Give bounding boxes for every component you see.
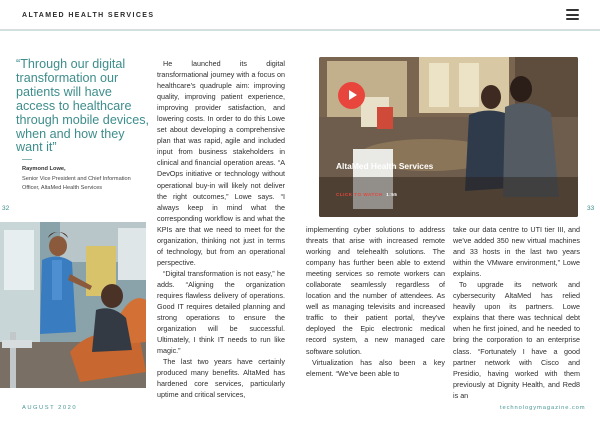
quote-author-title: Senior Vice President and Chief Information Officer, AltaMed Health Services [22, 176, 131, 191]
page-number-right: 33 [587, 205, 595, 212]
header-divider [0, 30, 600, 31]
paragraph: take our data centre to UTI tier III, and we’ve added 350 new virtual machines and 33 hosts in the last two years within the VMware environment,” Lowe explains. [453, 225, 580, 279]
video-title: AltaMed Health Services [336, 161, 434, 171]
quote-divider [22, 159, 32, 160]
footer-website[interactable]: technologymagazine.com [500, 405, 586, 411]
video-meta [336, 192, 397, 197]
article-column-3 [453, 224, 580, 401]
brand-title: ALTAMED HEALTH SERVICES [22, 12, 155, 19]
paragraph: implementing cyber solutions to address threats that arise with increased remote working and telehealth solutions. The company has further been able to extend meeting services so remote workers can collaborate seamlessly regardless of location and the number of attendees. As well as managing televisits and increased traffic to their patient portal, they’ve deployed the Epic electronic medical record system, a new managed care software solution. [306, 225, 445, 356]
footer-date: AUGUST 2020 [22, 405, 78, 411]
watch-link[interactable]: CLICK TO WATCH [336, 192, 383, 197]
top-bar [0, 0, 600, 30]
paragraph: Virtualization has also been a key element. “We’ve been able to [306, 357, 445, 378]
article-column-2 [306, 224, 445, 379]
dental-clinic-photo [0, 222, 146, 388]
video-duration: 1:55 [386, 192, 398, 197]
quote-author-name: Raymond Lowe, [22, 166, 66, 172]
article-column-1 [157, 58, 285, 400]
paragraph: To upgrade its network and cybersecurity AltaMed has relied heavily upon its partners. Lowe explains that there was technical debt when he first joined, and he needed to bring the corporation to an enterprise class. “Fortunately I have a good partner network with Cisco and Presidio, having worked with them previously at Dignity Health, and Red8 is an [453, 280, 580, 400]
menu-icon[interactable] [566, 9, 579, 20]
page-number-left: 32 [2, 205, 10, 212]
paragraph: The last two years have certainly produced many benefits. AltaMed has hardened core services, particularly uptime and critical services, [157, 357, 285, 400]
play-button[interactable] [338, 82, 365, 109]
pull-quote: “Through our digital transformation our patients will have access to healthcare through mobile devices, when and how they want it” [16, 57, 150, 155]
paragraph: “Digital transformation is not easy,” he adds. “Aligning the organization requires flawless delivery of operations. Good IT requires detailed planning and strong operations to ensure the organization will be successful. Ultimately, I think IT needs to run like magic.” [157, 268, 285, 356]
paragraph: He launched its digital transformational journey with a focus on healthcare’s quadruple aim: improving quality, improving patient experience, improving provider satisfaction, and lowering costs. In order to do this Lowe set about developing a comprehensive plan that was rapid, agile and included input from business stakeholders in clinical and financial operation areas. “A DevOps initiative or technology without operational buy-in will likely not deliver the right outcomes,” Lowe says. “I always keep in mind what the corresponding workflow is and what the KPIs are that we need to meet for the organization, thinking not just in terms of technology, but from an operational perspective. [157, 59, 285, 267]
